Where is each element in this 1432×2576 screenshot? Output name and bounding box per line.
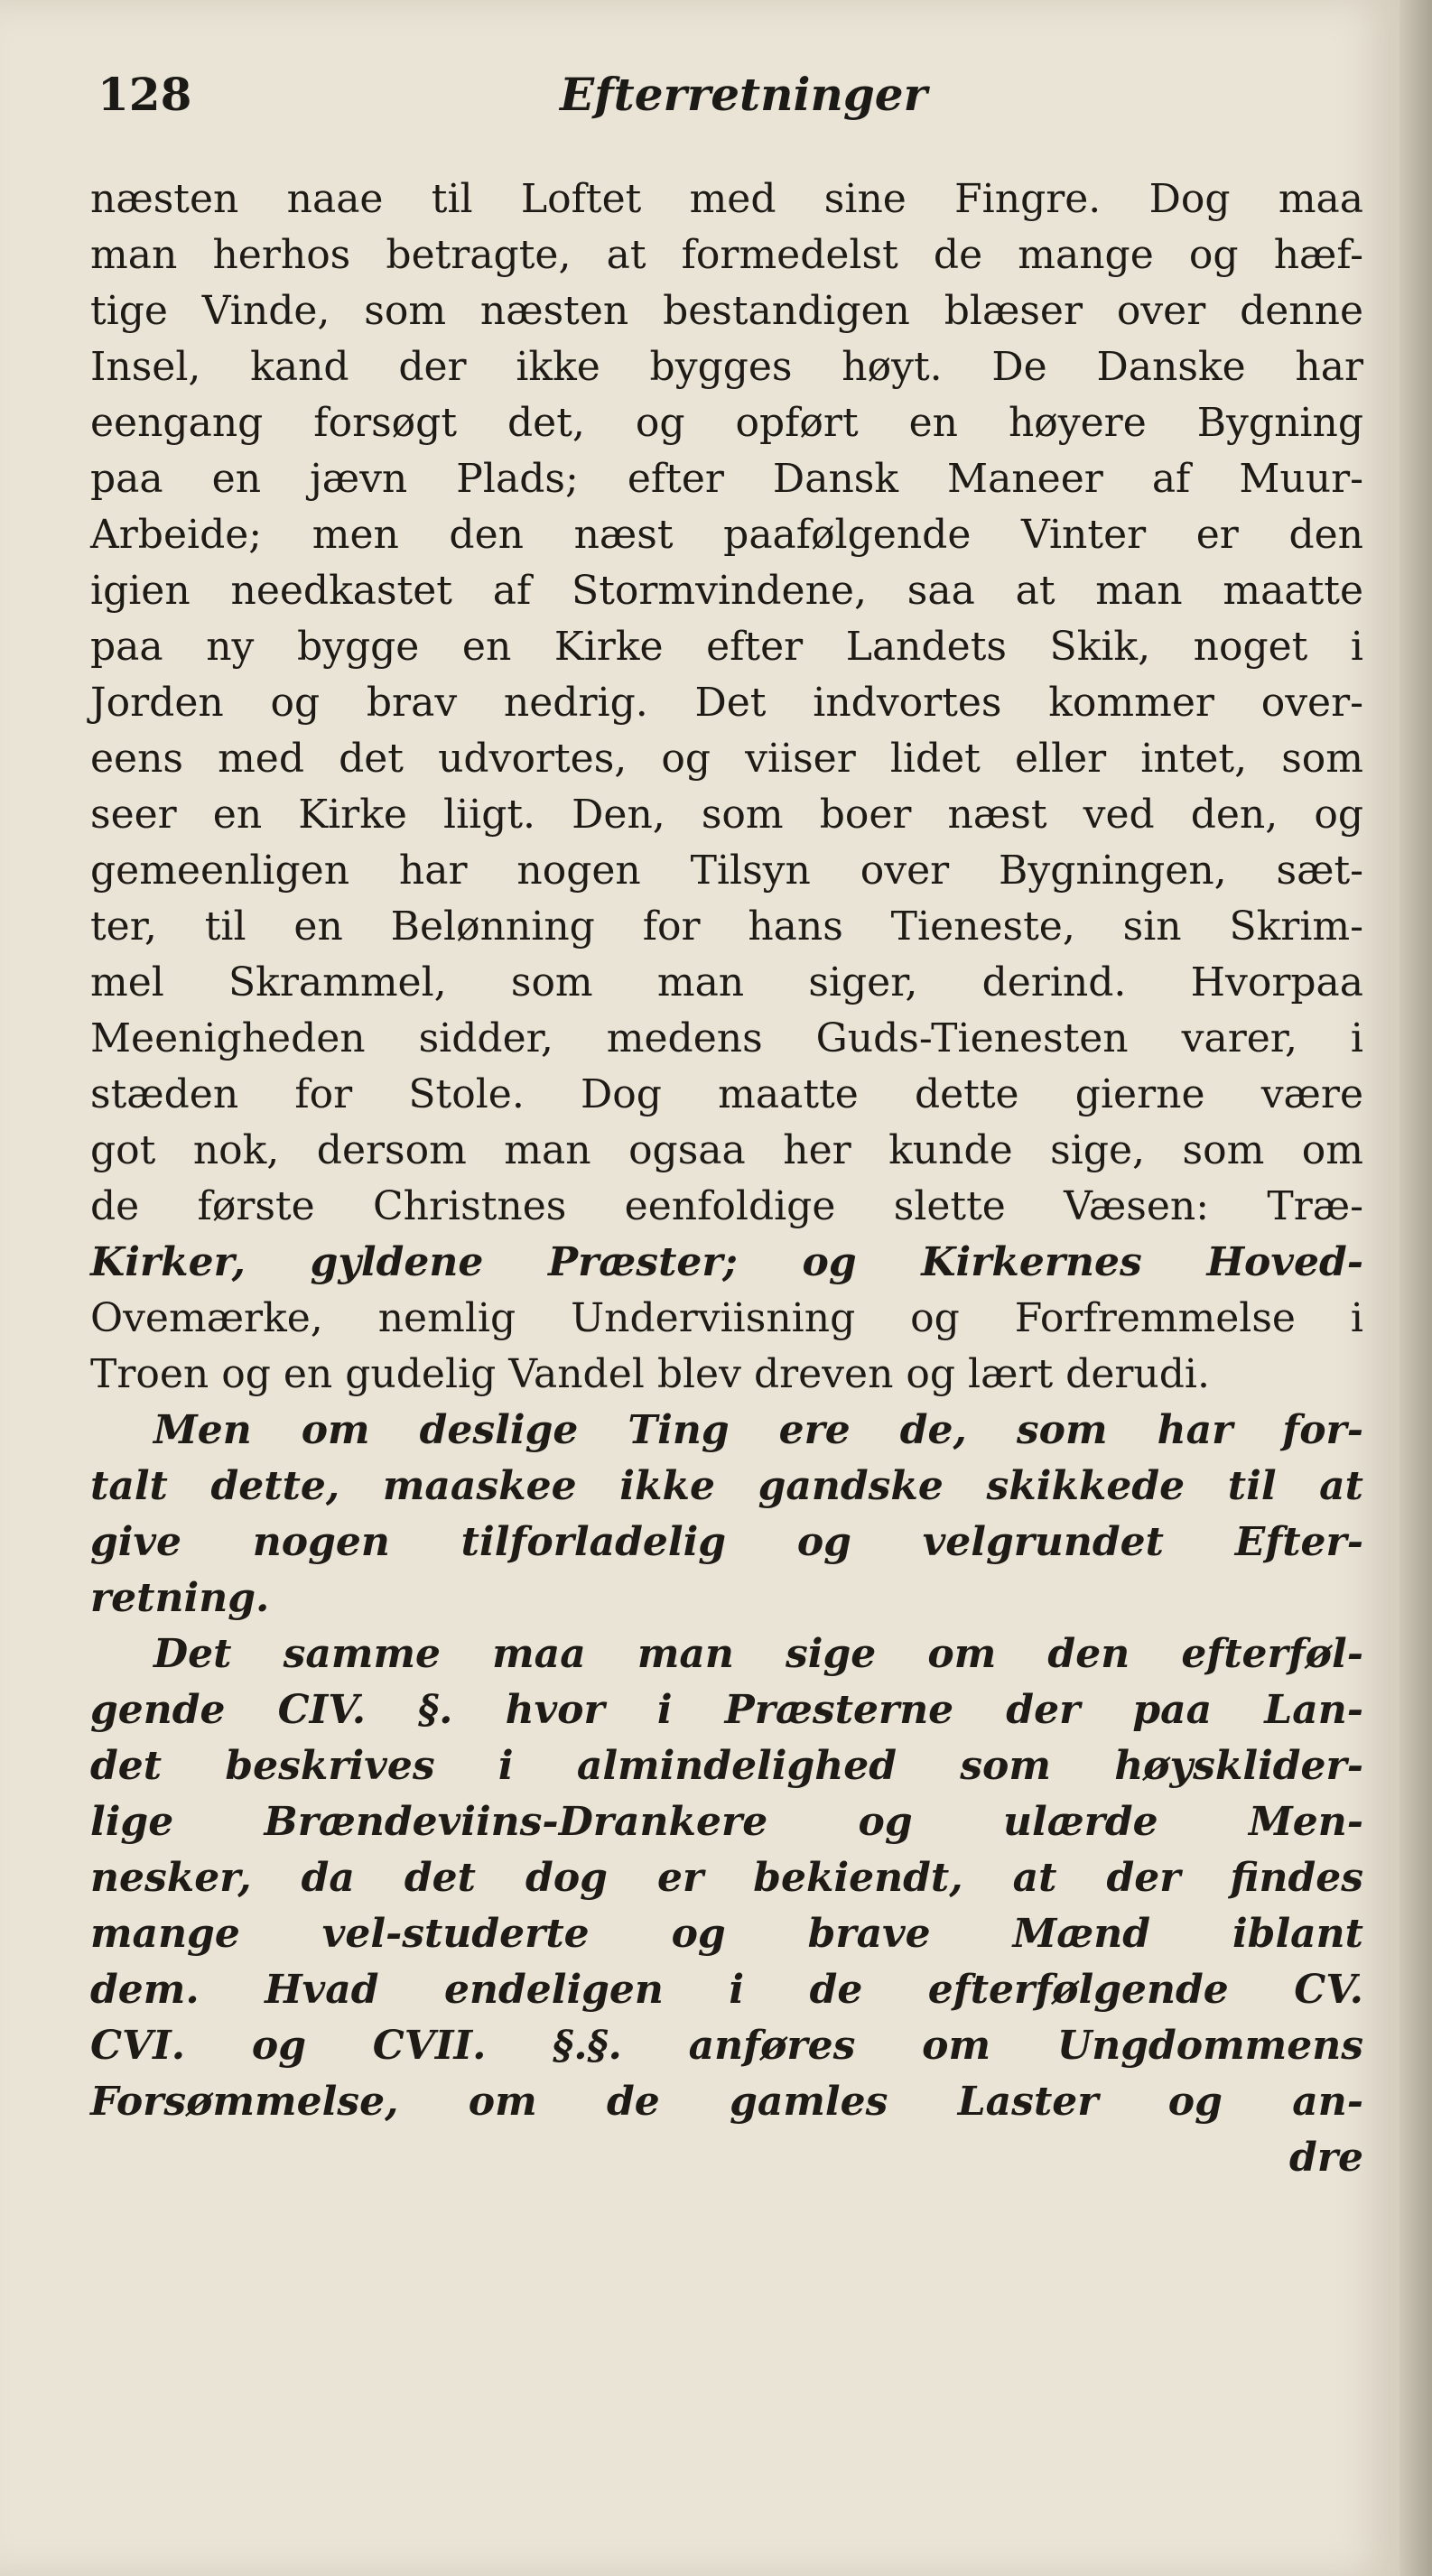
text-line: det beskrives i almindelighed som høysklider-: [90, 1743, 1363, 1789]
text-line: CVI. og CVII. §.§. anføres om Ungdommens: [90, 2023, 1363, 2069]
text-line: man herhos betragte, at formedelst de mange og hæf-: [90, 232, 1363, 278]
text-line: Arbeide; men den næst paafølgende Vinter er den: [90, 512, 1363, 558]
text-line: Det samme maa man sige om den efterføl-: [153, 1631, 1363, 1677]
body-text: [90, 171, 1363, 2186]
text-line: give nogen tilforladelig og velgrundet Efter-: [90, 1519, 1363, 1565]
text-line: retning.: [90, 1575, 270, 1621]
text-line: lige Brændeviins-Drankere og ulærde Men-: [90, 1799, 1363, 1845]
text-line: nesker, da det dog er bekiendt, at der findes: [90, 1855, 1363, 1901]
text-line: Jorden og brav nedrig. Det indvortes kommer over-: [90, 680, 1363, 726]
text-line: næsten naae til Loftet med sine Fingre. Dog maa: [90, 176, 1363, 222]
text-line: Men om deslige Ting ere de, som har for-: [153, 1407, 1363, 1453]
paragraph-2: [90, 1403, 1363, 1626]
paragraph-1: [90, 171, 1363, 1403]
text-line: de første Christnes eenfoldige slette Væsen: Træ-: [90, 1183, 1363, 1229]
running-head: Efterretninger: [560, 68, 927, 121]
text-line: igien needkastet af Stormvindene, saa at man maatte: [90, 568, 1363, 614]
text-line: stæden for Stole. Dog maatte dette gierne være: [90, 1071, 1363, 1117]
text-line: eens med det udvortes, og viiser lidet eller intet, som: [90, 736, 1363, 782]
paragraph-3: [90, 1626, 1363, 2130]
page-number: 128: [98, 68, 192, 121]
text-line: Insel, kand der ikke bygges høyt. De Danske har: [90, 344, 1363, 390]
text-line: paa ny bygge en Kirke efter Landets Skik, noget i: [90, 624, 1363, 670]
text-line: seer en Kirke liigt. Den, som boer næst ved den, og: [90, 792, 1363, 838]
text-line: mel Skrammel, som man siger, derind. Hvorpaa: [90, 959, 1363, 1005]
text-line: eengang forsøgt det, og opført en høyere Bygning: [90, 400, 1363, 446]
text-line: got nok, dersom man ogsaa her kunde sige, som om: [90, 1127, 1363, 1173]
text-line: Ovemærke, nemlig Underviisning og Forfremmelse i: [90, 1295, 1363, 1341]
text-line: Troen og en gudelig Vandel blev dreven og lært derudi.: [90, 1351, 1210, 1397]
text-line: gende CIV. §. hvor i Præsterne der paa Lan-: [90, 1687, 1363, 1733]
page-edge: [1399, 0, 1432, 2576]
text-line: dem. Hvad endeligen i de efterfølgende CV.: [90, 1967, 1363, 2013]
text-line: talt dette, maaskee ikke gandske skikkede til at: [90, 1463, 1363, 1509]
page-header: [90, 68, 1354, 140]
text-line: tige Vinde, som næsten bestandigen blæser over denne: [90, 288, 1363, 334]
text-line: paa en jævn Plads; efter Dansk Maneer af Muur-: [90, 456, 1363, 502]
text-line: gemeenligen har nogen Tilsyn over Bygningen, sæt-: [90, 848, 1363, 894]
catchword: dre: [1289, 2135, 1363, 2181]
text-line: ter, til en Belønning for hans Tieneste, sin Skrim-: [90, 903, 1363, 950]
text-line: Meenigheden sidder, medens Guds-Tienesten varer, i: [90, 1015, 1363, 1061]
text-line: mange vel-studerte og brave Mænd iblant: [90, 1911, 1363, 1957]
text-line: Forsømmelse, om de gamles Laster og an-: [90, 2079, 1363, 2125]
text-line: Kirker, gyldene Præster; og Kirkernes Hoved-: [90, 1239, 1363, 1285]
